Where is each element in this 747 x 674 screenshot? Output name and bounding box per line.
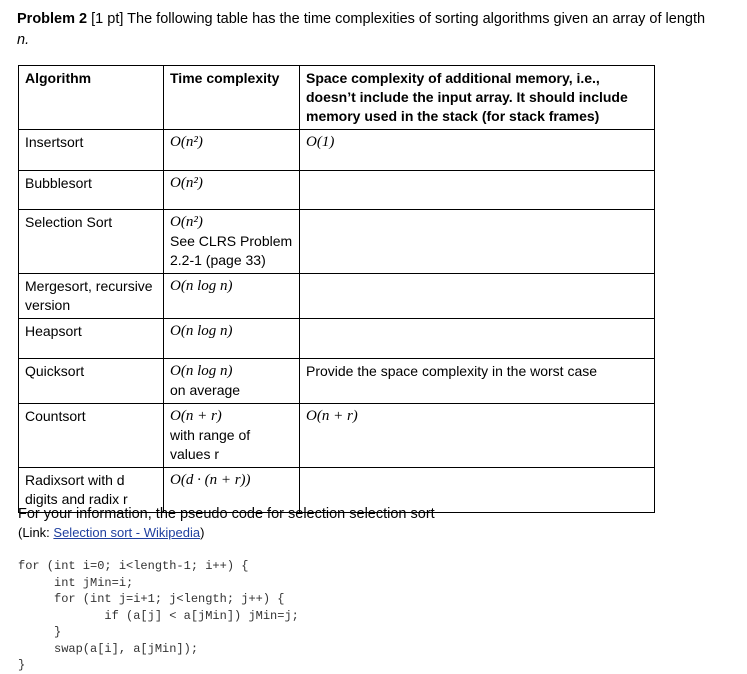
problem-text: The following table has the time complexities of sorting algorithms given an array of length [127, 11, 706, 27]
link-prefix: (Link: [18, 525, 54, 540]
problem-n: n. [17, 32, 30, 48]
time-complexity-note: with range of values r [170, 427, 251, 462]
time-complexity-cell [164, 359, 300, 404]
problem-statement [17, 9, 737, 51]
space-complexity-cell [300, 171, 655, 210]
space-complexity-cell: Provide the space complexity in the worst case [300, 359, 655, 404]
space-complexity-cell [300, 319, 655, 359]
table-row [19, 171, 655, 210]
table-row [19, 274, 655, 319]
code-line: } [18, 625, 62, 639]
time-complexity-note: on average [170, 382, 241, 398]
time-complexity-value: O(n²) [170, 214, 203, 230]
code-line: int jMin=i; [18, 575, 134, 590]
table-row [19, 404, 655, 468]
code-line: swap(a[i], a[jMin]); [18, 641, 199, 656]
table-row [19, 359, 655, 404]
time-complexity-cell [164, 130, 300, 171]
info-text: For your information, the pseudo code for selection selection sort [18, 506, 435, 522]
problem-heading: Problem 2 [17, 11, 88, 27]
problem-points: [1 pt] [91, 11, 124, 27]
table-row [19, 130, 655, 171]
complexity-table [18, 65, 655, 513]
code-line: } [18, 658, 26, 672]
code-line: if (a[j] < a[jMin]) jMin=j; [18, 608, 299, 623]
code-line: for (int j=i+1; j<length; j++) { [18, 592, 285, 606]
time-complexity-cell [164, 319, 300, 359]
algorithm-cell: Radixsort with d digits and radix r [19, 468, 164, 513]
link-line [18, 524, 204, 542]
time-complexity-cell [164, 274, 300, 319]
space-complexity-cell: O(1) [300, 130, 655, 171]
time-complexity-value: O(n + r) [170, 408, 222, 424]
header-space-complexity: Space complexity of additional memory, i.e., doesn’t include the input array. It should include memory used in the stack (for stack frames) [300, 66, 655, 130]
time-complexity-value: O(n log n) [170, 278, 233, 294]
time-complexity-note: See CLRS Problem 2.2-1 (page 33) [170, 233, 293, 268]
table-body [19, 130, 655, 513]
time-complexity-value: O(n²) [170, 175, 203, 191]
space-complexity-cell [300, 210, 655, 274]
algorithm-cell: Heapsort [19, 319, 164, 359]
time-complexity-value: O(n log n) [170, 323, 233, 339]
algorithm-cell: Countsort [19, 404, 164, 468]
code-line: for (int i=0; i<length-1; i++) { [18, 559, 249, 573]
algorithm-cell: Insertsort [19, 130, 164, 171]
header-algorithm: Algorithm [19, 66, 164, 130]
table-row [19, 210, 655, 274]
time-complexity-cell [164, 171, 300, 210]
algorithm-cell: Quicksort [19, 359, 164, 404]
space-complexity-cell [300, 274, 655, 319]
time-complexity-value: O(n log n) [170, 363, 233, 379]
time-complexity-value: O(d · (n + r)) [170, 472, 251, 488]
algorithm-cell: Selection Sort [19, 210, 164, 274]
time-complexity-cell [164, 210, 300, 274]
selection-sort-code [18, 558, 299, 674]
link-suffix: ) [200, 525, 205, 540]
wikipedia-link[interactable]: Selection sort - Wikipedia [53, 525, 201, 540]
algorithm-cell: Bubblesort [19, 171, 164, 210]
space-complexity-cell: O(n + r) [300, 404, 655, 468]
time-complexity-cell [164, 404, 300, 468]
table-header-row [19, 66, 655, 130]
algorithm-cell: Mergesort, recursive version [19, 274, 164, 319]
header-time-complexity: Time complexity [164, 66, 300, 130]
table-row [19, 319, 655, 359]
time-complexity-value: O(n²) [170, 134, 203, 150]
